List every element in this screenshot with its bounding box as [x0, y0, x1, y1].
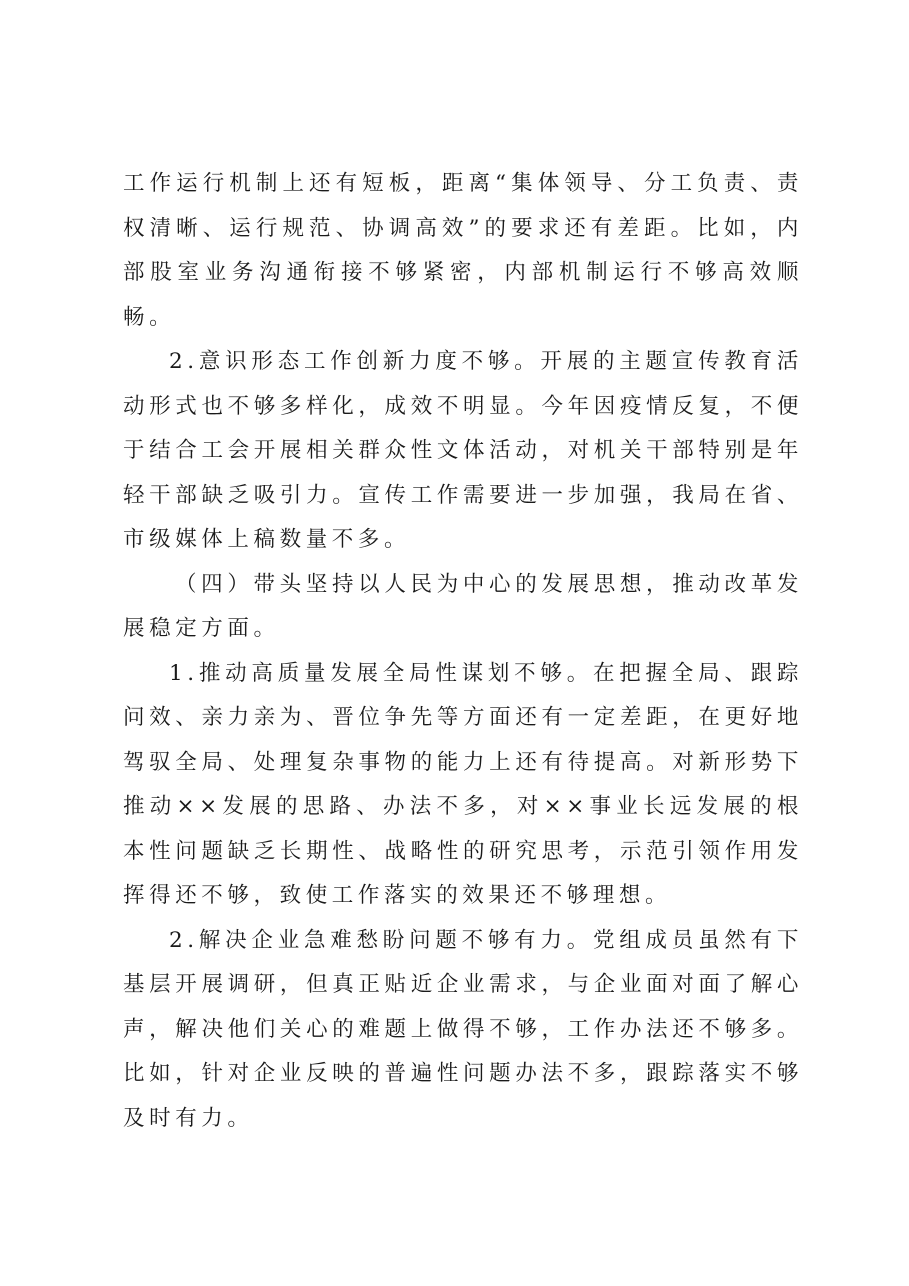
paragraph-enterprise-problems: 2.解决企业急难愁盼问题不够有力。党组成员虽然有下基层开展调研，但真正贴近企业需求，与企业面对面了解心声，解决他们关心的难题上做得不够，工作办法还不够多。比如，针对企业反映的普遍性问题办法不多，跟踪落实不够及时有力。	[123, 927, 803, 1131]
paragraph-high-quality-development: 1.推动高质量发展全局性谋划不够。在把握全局、跟踪问效、亲力亲为、晋位争先等方面还有一定差距，在更好地驾驭全局、处理复杂事物的能力上还有待提高。对新形势下推动××发展的思路、办法不多，对××事业长远发展的根本性问题缺乏长期性、战略性的研究思考，示范引领作用发挥得还不够，致使工作落实的效果还不够理想。	[123, 660, 803, 908]
document-page	[123, 162, 803, 1141]
paragraph-section-four-heading: （四）带头坚持以人民为中心的发展思想，推动改革发展稳定方面。	[123, 571, 803, 641]
paragraph-mechanism-shortcomings: 工作运行机制上还有短板，距离“集体领导、分工负责、责权清晰、运行规范、协调高效”的要求还有差距。比如，内部股室业务沟通衔接不够紧密，内部机制运行不够高效顺畅。	[123, 171, 803, 330]
paragraph-ideology-innovation: 2.意识形态工作创新力度不够。开展的主题宣传教育活动形式也不够多样化，成效不明显。今年因疫情反复，不便于结合工会开展相关群众性文体活动，对机关干部特别是年轻干部缺乏吸引力。宣传工作需要进一步加强，我局在省、市级媒体上稿数量不多。	[123, 349, 803, 552]
